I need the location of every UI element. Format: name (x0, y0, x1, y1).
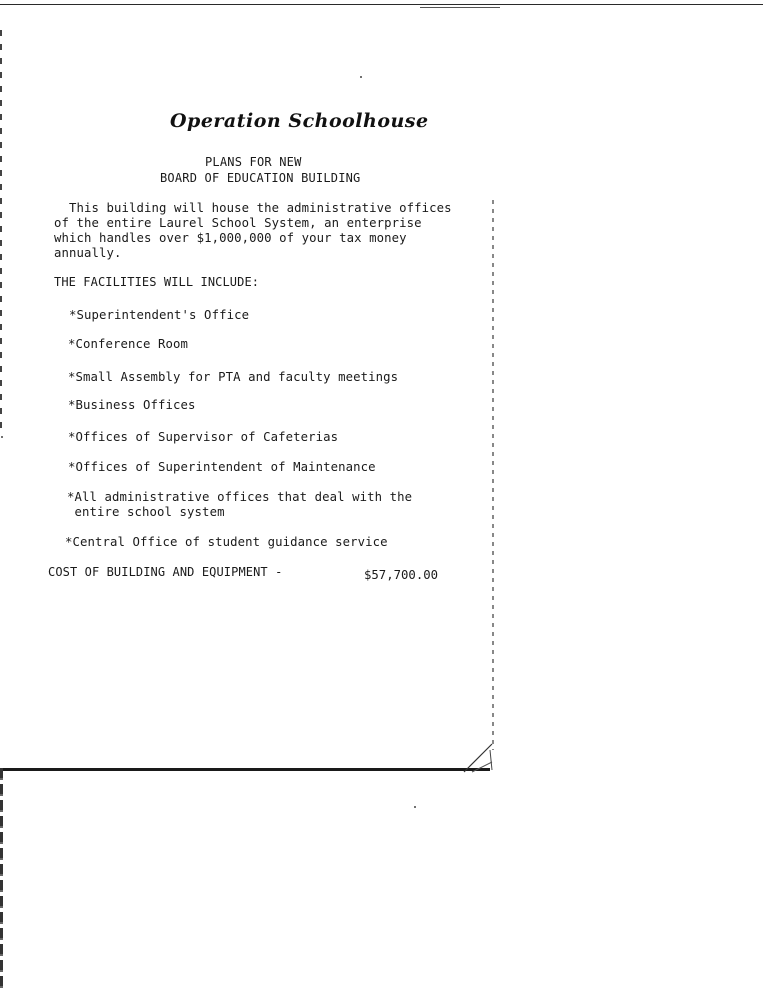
scan-edge-left-lower (0, 768, 3, 990)
cost-label: COST OF BUILDING AND EQUIPMENT - (48, 565, 283, 579)
sheet-bottom-edge (2, 768, 490, 771)
facility-item: *Offices of Superintendent of Maintenance (68, 460, 376, 474)
facilities-heading: THE FACILITIES WILL INCLUDE: (54, 275, 260, 289)
speck (0, 395, 2, 397)
scan-edge-top-mark (420, 7, 500, 8)
page-curl-mark (462, 740, 496, 776)
scan-edge-left (0, 30, 2, 430)
intro-paragraph: This building will house the administrative offices of the entire Laurel School System, an enterprise which handles over $1,000,000 of your tax money annually. (54, 201, 452, 260)
facility-item: *All administrative offices that deal with the entire school system (67, 490, 413, 519)
subtitle-line-2: BOARD OF EDUCATION BUILDING (160, 171, 361, 185)
facility-item: *Offices of Supervisor of Cafeterias (68, 430, 339, 444)
cost-value: $57,700.00 (364, 568, 439, 582)
scan-edge-top (0, 4, 763, 5)
facility-item: *Small Assembly for PTA and faculty meetings (68, 370, 399, 384)
facility-item: *Central Office of student guidance service (65, 535, 388, 549)
facility-item: *Superintendent's Office (69, 308, 250, 322)
subtitle-line-1: PLANS FOR NEW (205, 155, 302, 169)
facility-item: *Business Offices (68, 398, 196, 412)
sheet-right-edge (492, 200, 494, 750)
speck (414, 806, 416, 808)
speck (1, 436, 3, 438)
speck (360, 76, 362, 78)
facility-item: *Conference Room (68, 337, 189, 351)
document-title: Operation Schoolhouse (170, 110, 429, 132)
